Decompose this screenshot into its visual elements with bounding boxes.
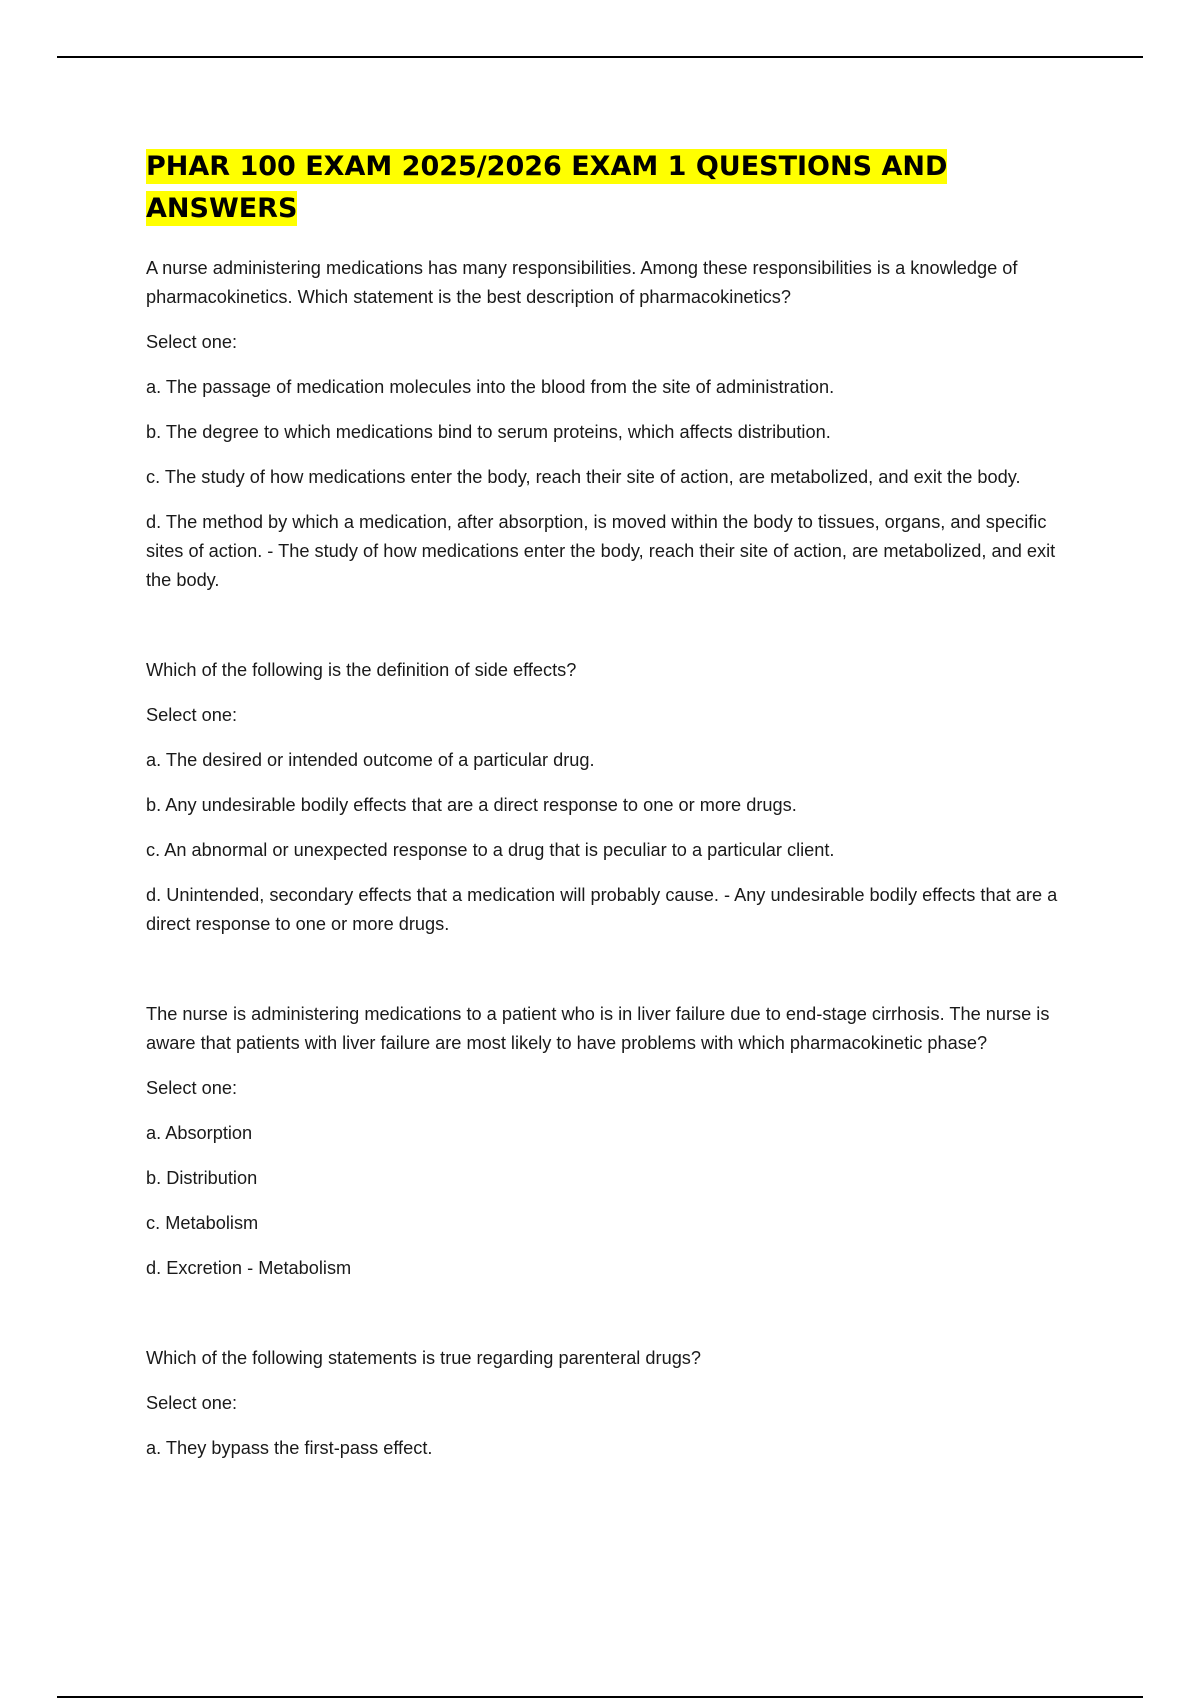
answer-option-b: b. Any undesirable bodily effects that are a direct response to one or more drugs. — [146, 795, 797, 815]
select-label: Select one: — [146, 1078, 237, 1098]
answer-option-b: b. The degree to which medications bind to serum proteins, which affects distribution. — [146, 422, 831, 442]
answer-option-c: c. Metabolism — [146, 1213, 259, 1233]
question-prompt: The nurse is administering medications to a patient who is in liver failure due to end-stage cirrhosis. The nurse is aware that patients with liver failure are most likely to have problems with which pharmacokinetic phase? — [146, 1004, 1050, 1053]
select-label: Select one: — [146, 1393, 237, 1413]
document-body — [146, 146, 1066, 1479]
bottom-divider — [57, 1696, 1143, 1698]
answer-option-a: a. The passage of medication molecules into the blood from the site of administration. — [146, 377, 835, 397]
answer-option-d: d. The method by which a medication, after absorption, is moved within the body to tissues, organs, and specific sites of action. - The study of how medications enter the body, reach their site of action, are metabolized, and exit the body. — [146, 512, 1056, 590]
select-label: Select one: — [146, 332, 237, 352]
document-title — [146, 146, 996, 230]
question-prompt: Which of the following statements is true regarding parenteral drugs? — [146, 1348, 702, 1368]
answer-option-a: a. They bypass the first-pass effect. — [146, 1438, 433, 1458]
title-highlight: PHAR 100 EXAM 2025/2026 EXAM 1 QUESTIONS AND ANSWERS — [146, 151, 948, 224]
top-divider — [57, 56, 1143, 58]
question-2 — [146, 656, 1066, 939]
question-3 — [146, 1000, 1066, 1283]
answer-option-d: d. Unintended, secondary effects that a medication will probably cause. - Any undesirable bodily effects that are a direct response to one or more drugs. — [146, 885, 1058, 934]
answer-option-a: a. The desired or intended outcome of a particular drug. — [146, 750, 595, 770]
answer-option-b: b. Distribution — [146, 1168, 258, 1188]
question-1 — [146, 254, 1066, 595]
answer-option-a: a. Absorption — [146, 1123, 253, 1143]
question-prompt: Which of the following is the definition of side effects? — [146, 660, 577, 680]
answer-option-d: d. Excretion - Metabolism — [146, 1258, 352, 1278]
select-label: Select one: — [146, 705, 237, 725]
answer-option-c: c. The study of how medications enter the body, reach their site of action, are metabolized, and exit the body. — [146, 467, 1021, 487]
answer-option-c: c. An abnormal or unexpected response to a drug that is peculiar to a particular client. — [146, 840, 835, 860]
question-4 — [146, 1344, 1066, 1463]
question-prompt: A nurse administering medications has many responsibilities. Among these responsibilities is a knowledge of pharmacokinetics. Which statement is the best description of pharmacokinetics? — [146, 258, 1018, 307]
